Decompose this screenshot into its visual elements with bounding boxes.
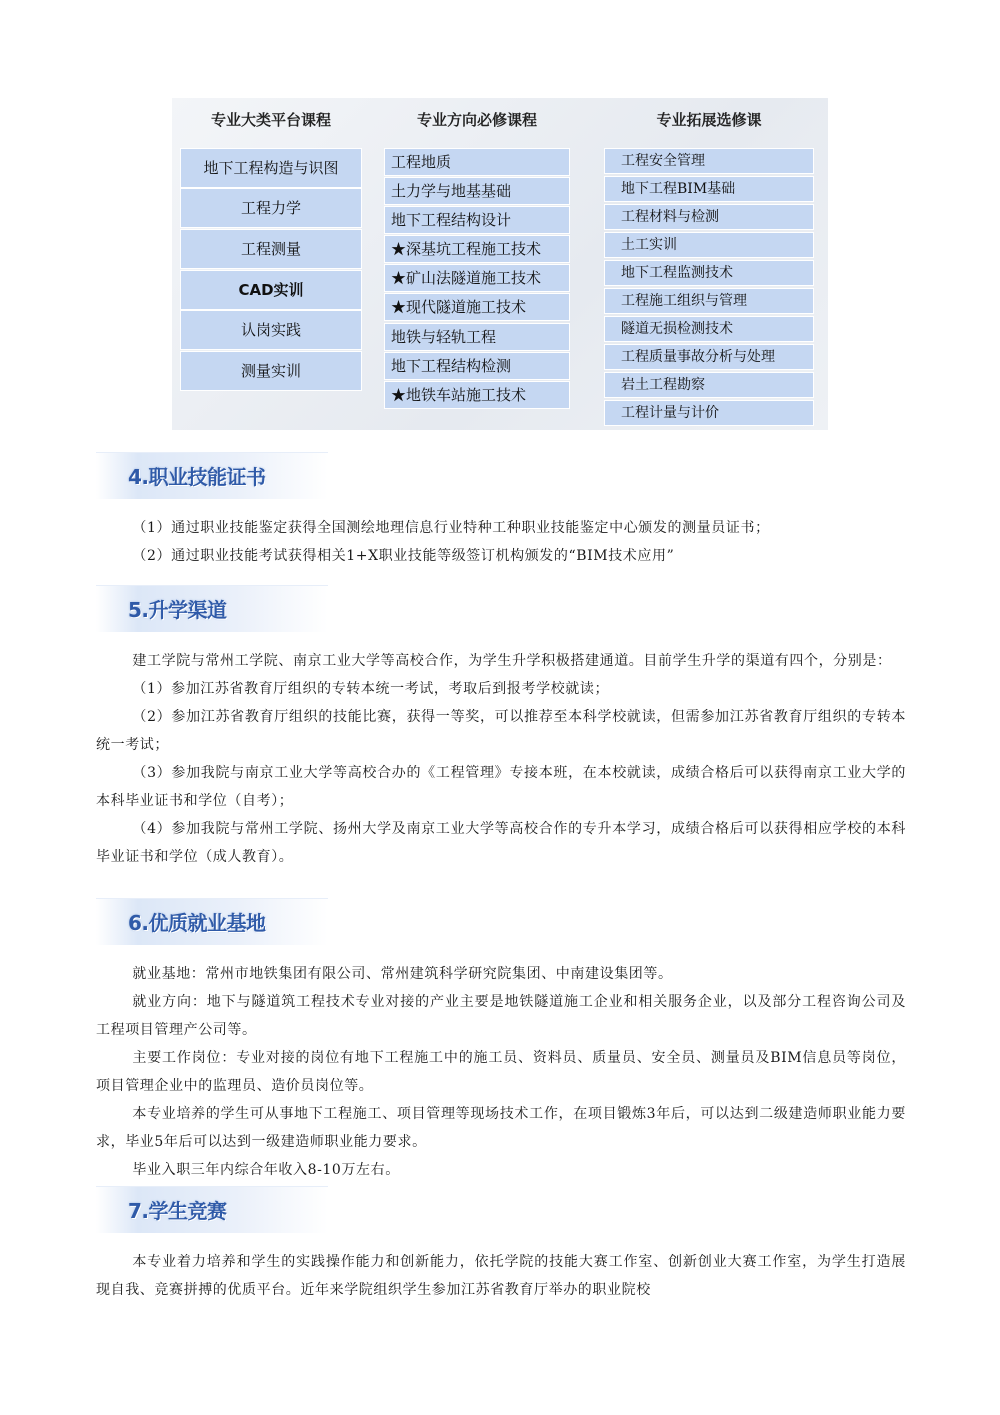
paragraph: （1）通过职业技能鉴定获得全国测绘地理信息行业特种工种职业技能鉴定中心颁发的测量员证书；: [132, 520, 770, 536]
course-cell: 土工实训: [604, 232, 814, 258]
paragraph: （2）参加江苏省教育厅组织的技能比赛，获得一等奖，可以推荐至本科学校就读，但需参加江苏省教育厅组织的专转本统一考试；: [96, 709, 906, 753]
section-6-title: 6.优质就业基地: [128, 911, 266, 935]
course-cell: 工程地质: [384, 148, 570, 176]
section-7-body: [96, 1248, 906, 1304]
course-cell: 地下工程BIM基础: [604, 176, 814, 202]
course-cell: 地下工程结构设计: [384, 206, 570, 234]
paragraph: 毕业入职三年内综合年收入8-10万左右。: [132, 1162, 400, 1178]
course-cell: 地铁与轻轨工程: [384, 323, 570, 351]
paragraph: 本专业培养的学生可从事地下工程施工、项目管理等现场技术工作，在项目锻炼3年后，可以达到二级建造师职业能力要求，毕业5年后可以达到一级建造师职业能力要求。: [96, 1106, 906, 1150]
paragraph: （3）参加我院与南京工业大学等高校合办的《工程管理》专接本班，在本校就读，成绩合格后可以获得南京工业大学的本科毕业证书和学位（自考）；: [96, 765, 906, 809]
paragraph: 建工学院与常州工学院、南京工业大学等高校合作，为学生升学积极搭建通道。目前学生升学的渠道有四个，分别是：: [132, 653, 892, 669]
paragraph: （2）通过职业技能考试获得相关1+X职业技能等级签订机构颁发的“BIM技术应用”: [132, 548, 675, 564]
section-7-title: 7.学生竞赛: [128, 1199, 227, 1223]
course-cell: ★深基坑工程施工技术: [384, 235, 570, 263]
paragraph: 主要工作岗位：专业对接的岗位有地下工程施工中的施工员、资料员、质量员、安全员、测量员及BIM信息员等岗位，项目管理企业中的监理员、造价员岗位等。: [96, 1050, 906, 1094]
course-cell: 工程质量事故分析与处理: [604, 344, 814, 370]
section-4-header: [96, 452, 328, 499]
section-6-body: [96, 960, 906, 1184]
course-cell: 工程材料与检测: [604, 204, 814, 230]
section-6-header: [96, 898, 328, 945]
elective-courses-title: 专业拓展选修课: [656, 111, 762, 129]
course-cell: ★现代隧道施工技术: [384, 293, 570, 321]
course-cell: 认岗实践: [180, 310, 362, 350]
section-7-header: [96, 1186, 328, 1233]
course-cell: CAD实训: [180, 270, 362, 310]
course-cell: 地下工程结构检测: [384, 352, 570, 380]
paragraph: （1）参加江苏省教育厅组织的专转本统一考试，考取后到报考学校就读；: [132, 681, 610, 697]
course-cell: 工程计量与计价: [604, 400, 814, 426]
paragraph: （4）参加我院与常州工学院、扬州大学及南京工业大学等高校合作的专升本学习，成绩合格后可以获得相应学校的本科毕业证书和学位（成人教育）。: [96, 821, 906, 865]
section-4-title: 4.职业技能证书: [128, 465, 266, 489]
course-cell: 工程力学: [180, 188, 362, 228]
course-cell: 土力学与地基基础: [384, 177, 570, 205]
section-4-body: [96, 514, 906, 570]
course-cell: 工程施工组织与管理: [604, 288, 814, 314]
platform-courses-title: 专业大类平台课程: [210, 111, 331, 129]
course-cell: 测量实训: [180, 351, 362, 391]
section-5-header: [96, 585, 328, 632]
paragraph: 就业基地：常州市地铁集团有限公司、常州建筑科学研究院集团、中南建设集团等。: [132, 966, 673, 982]
section-5-body: [96, 647, 906, 871]
curriculum-table: [172, 98, 828, 430]
course-cell: 工程安全管理: [604, 148, 814, 174]
course-cell: 地下工程构造与识图: [180, 148, 362, 188]
paragraph: 本专业着力培养和学生的实践操作能力和创新能力，依托学院的技能大赛工作室、创新创业大赛工作室，为学生打造展现自我、竞赛拼搏的优质平台。近年来学院组织学生参加江苏省教育厅举办的职业院校: [96, 1254, 906, 1298]
course-cell: 岩土工程勘察: [604, 372, 814, 398]
course-cell: 工程测量: [180, 229, 362, 269]
course-cell: 隧道无损检测技术: [604, 316, 814, 342]
paragraph: 就业方向：地下与隧道筑工程技术专业对接的产业主要是地铁隧道施工企业和相关服务企业，以及部分工程咨询公司及工程项目管理产公司等。: [96, 994, 906, 1038]
required-courses-title: 专业方向必修课程: [416, 111, 537, 129]
section-5-title: 5.升学渠道: [128, 598, 227, 622]
course-cell: ★地铁车站施工技术: [384, 381, 570, 409]
course-cell: 地下工程监测技术: [604, 260, 814, 286]
course-cell: ★矿山法隧道施工技术: [384, 264, 570, 292]
